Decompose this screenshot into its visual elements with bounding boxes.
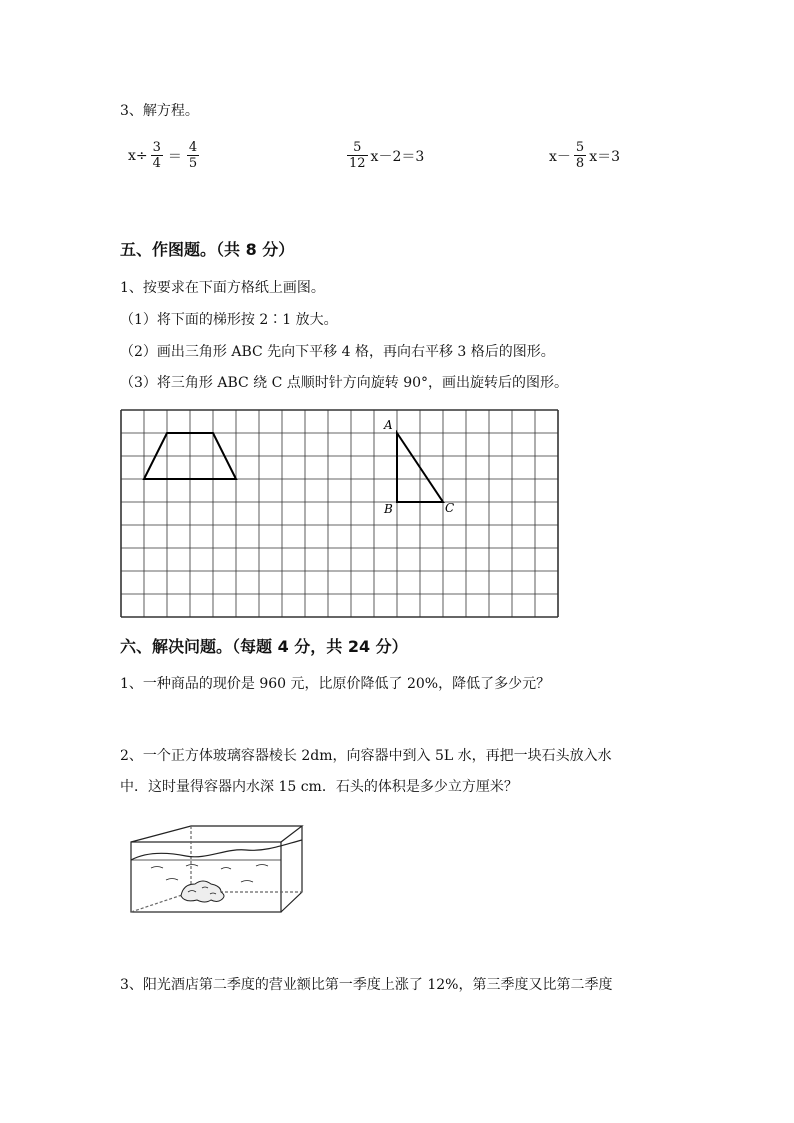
section6-q2-line2: 中．这时量得容器内水深 15 cm．石头的体积是多少立方厘米？ [120, 779, 518, 795]
equation-1 [128, 140, 202, 171]
label-b: B [384, 502, 393, 516]
section6-q1: 1、一种商品的现价是 960 元，比原价降低了 20%，降低了多少元？ [120, 676, 551, 692]
container-top-face [131, 826, 302, 842]
water-waves [151, 865, 268, 870]
equation-2 [344, 140, 424, 171]
eq3-rest: x＝3 [589, 148, 620, 165]
water-surface [131, 840, 302, 860]
label-a: A [384, 418, 393, 432]
eq3-denominator: 8 [575, 156, 585, 171]
eq1-f2-numerator: 4 [188, 140, 198, 155]
q3-title: 3、解方程。 [120, 103, 199, 119]
eq1-f1-denominator: 4 [152, 156, 161, 171]
eq1-f2-denominator: 5 [188, 156, 198, 171]
glass-container-illustration [126, 822, 306, 918]
eq1-lhs: x÷ [128, 147, 148, 164]
equation-3 [549, 140, 620, 171]
grid-lines [121, 410, 558, 617]
stone-shape [181, 881, 224, 902]
eq2-numerator: 5 [353, 140, 362, 155]
eq1-equals: ＝ [167, 148, 182, 165]
eq2-fraction [347, 140, 368, 171]
eq2-denominator: 12 [349, 156, 366, 171]
label-c: C [445, 501, 455, 515]
eq1-fraction-1 [151, 140, 163, 171]
section5-sub2: （2）画出三角形 ABC 先向下平移 4 格，再向右平移 3 格后的图形。 [120, 344, 555, 360]
eq1-fraction-2 [187, 140, 199, 171]
eq3-numerator: 5 [575, 140, 585, 155]
water-waves-2 [166, 879, 253, 883]
section5-heading: 五、作图题。（共 8 分） [120, 240, 295, 259]
section5-sub3: （3）将三角形 ABC 绕 C 点顺时针方向旋转 90°，画出旋转后的图形。 [120, 375, 569, 391]
eq1-f1-numerator: 3 [152, 140, 161, 155]
section6-heading: 六、解决问题。（每题 4 分，共 24 分） [120, 637, 408, 656]
section6-q3: 3、阳光酒店第二季度的营业额比第一季度上涨了 12%，第三季度又比第二季度 [120, 977, 613, 993]
grid-paper [118, 406, 560, 622]
section6-q2-line1: 2、一个正方体玻璃容器棱长 2dm，向容器中到入 5L 水，再把一块石头放入水 [120, 748, 612, 764]
eq3-lhs: x－ [549, 148, 571, 165]
section5-q1: 1、按要求在下面方格纸上画图。 [120, 280, 325, 296]
section5-sub1: （1）将下面的梯形按 2∶1 放大。 [120, 312, 338, 328]
eq3-fraction [574, 140, 586, 171]
eq2-rest: x－2＝3 [370, 148, 425, 165]
